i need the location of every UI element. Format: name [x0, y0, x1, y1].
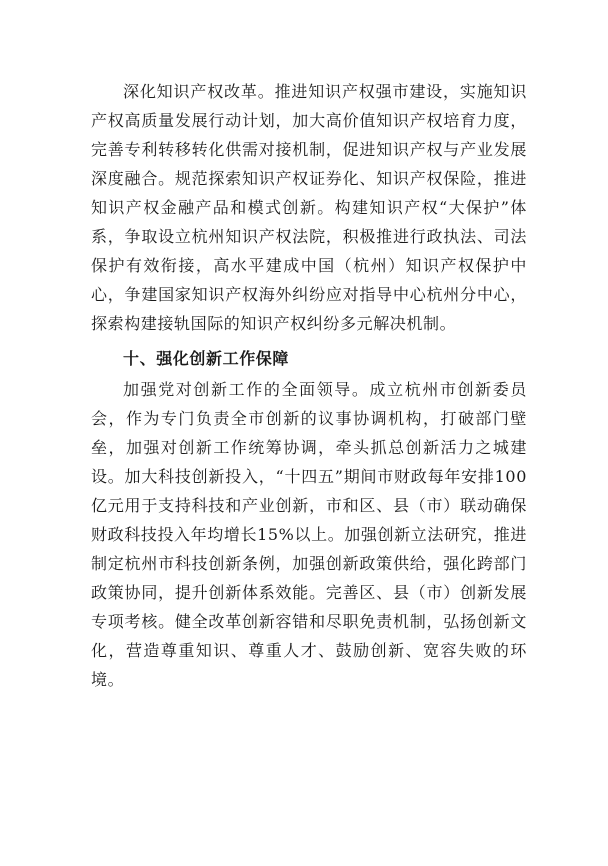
section-heading: 十、强化创新工作保障 [123, 349, 290, 368]
body-paragraph-ip-reform: 深化知识产权改革。推进知识产权强市建设，实施知识产权高质量发展行动计划，加大高价值知识产权培育力度，完善专利转移转化供需对接机制，促进知识产权与产业发展深度融合。规范探索知识产权证券化、知识产权保险，推进知识产权金融产品和模式创新。构建知识产权“大保护”体系，争取设立杭州知识产权法院，积极推进行政执法、司法保护有效衔接，高水平建成中国（杭州）知识产权保护中心，争建国家知识产权海外纠纷应对指导中心杭州分中心，探索构建接轨国际的知识产权纠纷多元解决机制。 [91, 82, 527, 333]
document-page [91, 77, 527, 694]
body-paragraph-innovation-support: 加强党对创新工作的全面领导。成立杭州市创新委员会，作为专门负责全市创新的议事协调机构，打破部门壁垒，加强对创新工作统筹协调，牵头抓总创新活力之城建设。加大科技创新投入，“十四五”期间市财政每年安排100亿元用于支持科技和产业创新，市和区、县（市）联动确保财政科技投入年均增长15%以上。加强创新立法研究，推进制定杭州市科技创新条例，加强创新政策供给，强化跨部门政策协同，提升创新体系效能。完善区、县（市）创新发展专项考核。健全改革创新容错和尽职免责机制，弘扬创新文化，营造尊重知识、尊重人才、鼓励创新、宽容失败的环境。 [91, 380, 527, 689]
